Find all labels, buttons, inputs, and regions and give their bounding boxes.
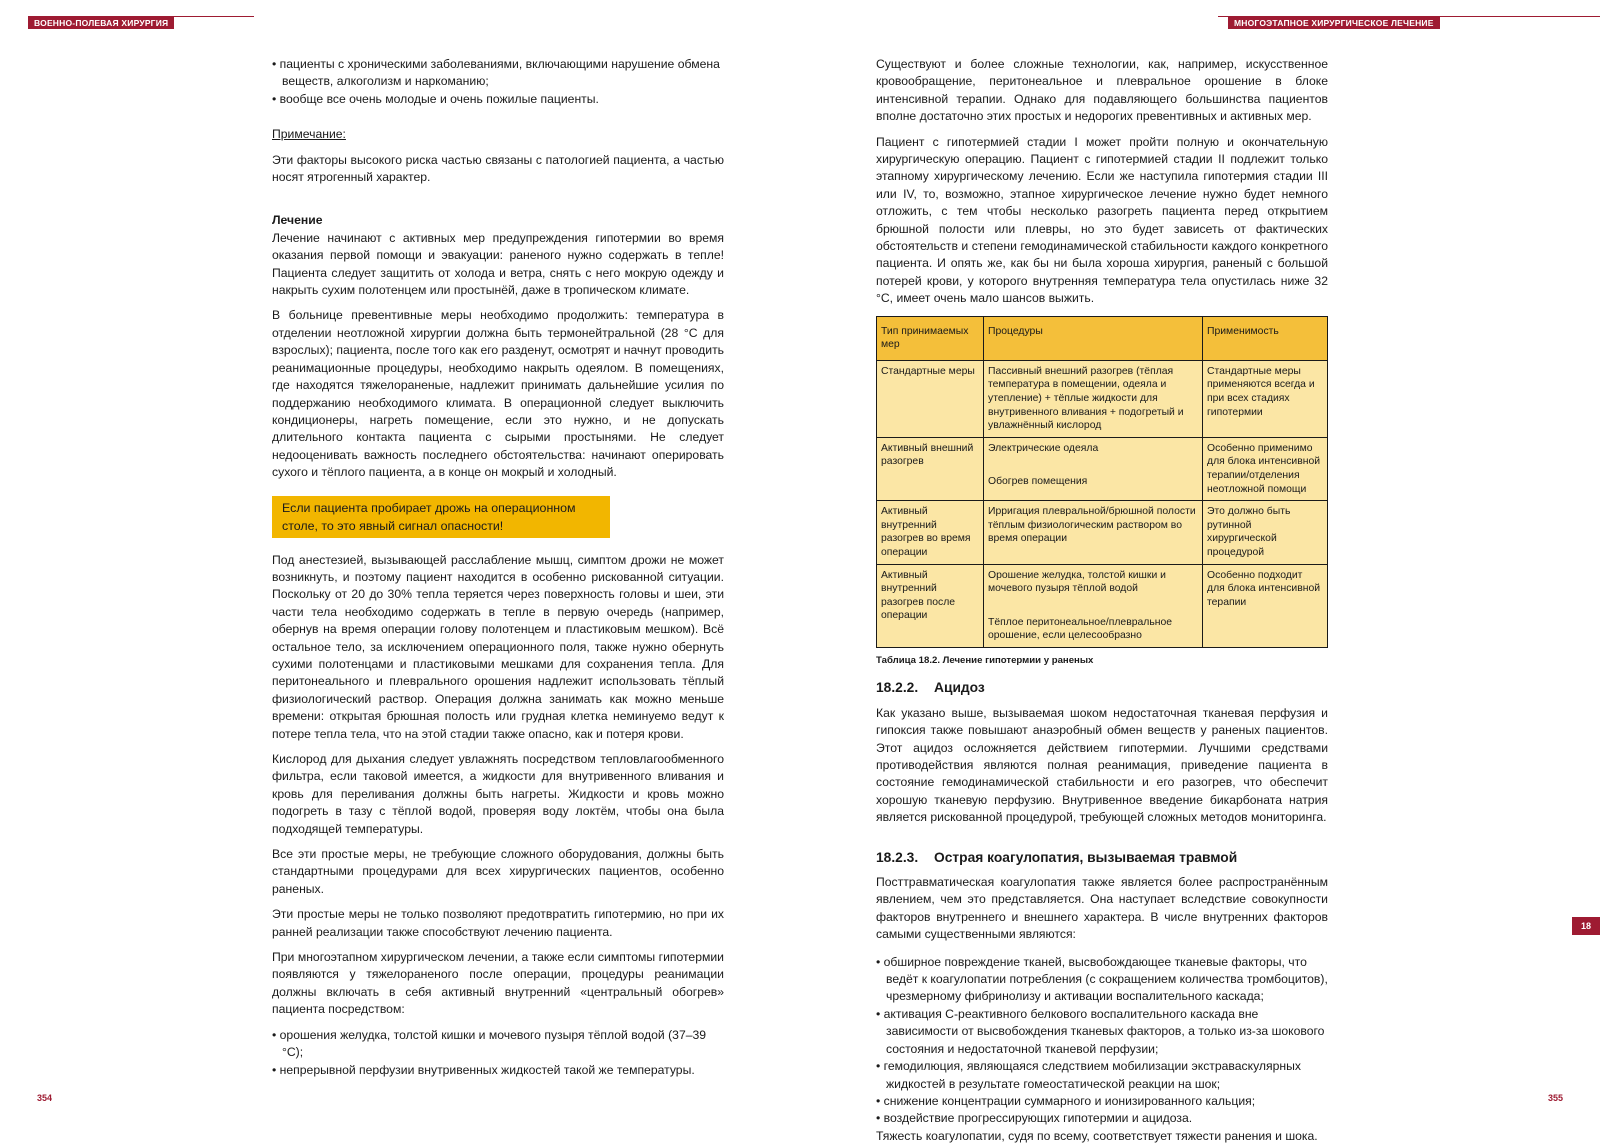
table-cell-line: Тёплое перитонеальное/плевральное орошение, если целесообразно (988, 616, 1173, 642)
chapter-tab: 18 (1572, 917, 1600, 935)
paragraph: Все эти простые меры, не требующие сложного оборудования, должны быть стандартными процедурами для всех хирургических пациентов, особенно раненых. (272, 847, 724, 896)
section-heading-coagulopathy (876, 849, 1328, 866)
table-cell-line: Электрические одеяла (988, 442, 1099, 454)
table-cell: Активный внутренний разогрев во время операции (877, 501, 984, 564)
section-title: Ацидоз (934, 680, 985, 696)
table-cell: Ирригация плевральной/брюшной полости тёплым физиологическим раствором во время операции (984, 501, 1203, 564)
table-header-cell: Тип принимаемых мер (877, 316, 984, 360)
table-cell: Особенно подходит для блока интенсивной терапии (1203, 564, 1328, 647)
warning-callout: Если пациента пробирает дрожь на операционном столе, то это явный сигнал опасности! (272, 496, 610, 538)
coagulopathy-factor-list (876, 954, 1328, 1128)
table-cell: Стандартные меры применяются всегда и при всех стадиях гипотермии (1203, 360, 1328, 437)
section-title: Острая коагулопатия, вызываемая травмой (934, 849, 1238, 865)
table-row (877, 564, 1328, 647)
list-item: • пациенты с хроническими заболеваниями, включающими нарушение обмена веществ, алкоголизм и наркоманию; (272, 57, 720, 89)
paragraph: Эти простые меры не только позволяют предотвратить гипотермию, но при их ранней реализации также способствуют лечению пациента. (272, 907, 724, 939)
list-item: • орошения желудка, толстой кишки и мочевого пузыря тёплой водой (37–39 °С); (272, 1027, 707, 1060)
table-cell-line: Обогрев помещения (988, 476, 1088, 488)
note-label: Примечание: (272, 127, 346, 142)
table-header-cell: Применимость (1203, 316, 1328, 360)
table-cell: Особенно применимо для блока интенсивной терапии/отделения неотложной помощи (1203, 437, 1328, 500)
table-cell: Пассивный внешний разогрев (тёплая температура в помещении, одеяла и утепление) + тёплые жидкости для внутривенного вливания + подогретый и увлажнённый кислород (984, 360, 1203, 437)
table-cell: Стандартные меры (877, 360, 984, 437)
list-item: • непрерывной перфузии внутривенных жидкостей такой же температуры. (272, 1062, 695, 1077)
paragraph: Пациент с гипотермией стадии I может пройти полную и окончательную хирургическую операцию. Пациент с гипотермией стадии II подлежит только этапному хирургическому лечению. Если же наступила гипотермия стадии III или IV, то, возможно, этапное хирургическое лечение нужно будет немного отложить, с тем чтобы несколько разогреть пациента перед открытием брюшной полости или плевры, но это будет зависеть от фактических обстоятельств и степени гемодинамической стабильности каждого конкретного пациента. И опять же, как бы ни была хороша хирургия, раненый с большой потерей крови, у которого внутренняя температура тела опустилась ниже 32 °С, имеет очень мало шансов выжить. (876, 134, 1328, 306)
table-cell-line: Орошение желудка, толстой кишки и мочевого пузыря тёплой водой (988, 569, 1166, 595)
list-item: • обширное повреждение тканей, высвобождающее тканевые факторы, что ведёт к коагулопатии потребления (с сокращением количества тромбоцитов), чрезмерному фибринолизу и активации воспалительного каскада; (876, 954, 1328, 1004)
table-header-cell: Процедуры (984, 316, 1203, 360)
paragraph: При многоэтапном хирургическом лечении, а также если симптомы гипотермии появляются у тяжелораненого после операции, процедуры реанимации должны включать в себя активный внутренний «центральный обогрев» пациента посредством: (272, 950, 724, 1017)
table-cell: Активный внешний разогрев (877, 437, 984, 500)
running-header-left (28, 16, 254, 29)
left-page-column (272, 56, 724, 1087)
table-cell (984, 564, 1203, 647)
hypothermia-table (876, 316, 1328, 648)
note-text: Эти факторы высокого риска частью связаны с патологией пациента, а частью носят ятрогенный характер. (272, 152, 724, 185)
running-header-right-label: МНОГОЭТАПНОЕ ХИРУРГИЧЕСКОЕ ЛЕЧЕНИЕ (1228, 17, 1440, 29)
paragraph: Существуют и более сложные технологии, как, например, искусственное кровообращение, перитонеальное и плевральное орошение в блоке интенсивной терапии. Однако для подавляющего большинства пациентов вполне достаточно этих простых и недорогих превентивных и активных мер. (876, 57, 1328, 124)
list-item: • активация С-реактивного белкового воспалительного каскада вне зависимости от высвобождения тканевых факторов, а только из-за шокового состояния и недостаточной тканевой перфузии; (876, 1006, 1325, 1056)
running-header-right (1218, 16, 1600, 29)
paragraph: Посттравматическая коагулопатия также является более распространённым явлением, чем это представляется. Она наступает вследствие совокупности факторов внутреннего и внешнего характера. В числе внутренних факторов самыми существенными являются: (876, 875, 1328, 942)
section-number: 18.2.3. (876, 849, 919, 865)
top-bullet-list (272, 56, 724, 108)
table-row (877, 437, 1328, 500)
running-header-left-label: ВОЕННО-ПОЛЕВАЯ ХИРУРГИЯ (28, 17, 174, 29)
paragraph: В больнице превентивные меры необходимо продолжить: температура в отделении неотложной хирургии должна быть термонейтральной (28 °С для взрослых); пациента, после того как его разденут, осмотрят и начнут проводить реанимационные процедуры, необходимо накрыть одеялом. В помещениях, где находятся тяжелораненые, надлежит принимать дальнейшие усилия по поддержанию необходимого климата. В операционной следует выключить кондиционеры, нагреть помещение, если это нужно, и не допускать длительного контакта пациента с сырыми простынями. Не следует недооценивать важность последнего обстоятельства: начинают оперировать сухого и тёплого пациента, а в конце он мокрый и холодный. (272, 308, 725, 480)
list-item: • вообще все очень молодые и очень пожилые пациенты. (272, 91, 599, 106)
list-item: • гемодилюция, являющаяся следствием мобилизации экстраваскулярных жидкостей в результате гомеостатической реакции на шок; (876, 1059, 1301, 1091)
bottom-bullet-list (272, 1027, 724, 1079)
paragraph: Лечение начинают с активных мер предупреждения гипотермии во время оказания первой помощи и эвакуации: раненого нужно содержать в тепле! Пациента следует защитить от холода и ветра, снять с него мокрую одежду и накрыть сухим полотенцем или простынёй, даже в тропическом климате. (272, 230, 724, 298)
list-item: • воздействие прогрессирующих гипотермии и ацидоза. (876, 1111, 1193, 1126)
paragraph: Кислород для дыхания следует увлажнять посредством тепловлагообменного фильтра, если таковой имеется, а жидкости для внутривенного вливания и кровь для переливания должны быть нагреты. Жидкости и кровь можно подогреть в тазу с тёплой водой, проверяя воду локтём, чтобы она была подходящей температуры. (272, 752, 724, 836)
right-page-column (876, 56, 1328, 1145)
treatment-heading: Лечение (272, 213, 323, 228)
table-row (877, 360, 1328, 437)
table-cell: Активный внутренний разогрев после операции (877, 564, 984, 647)
table-cell (984, 437, 1203, 500)
table-row (877, 501, 1328, 564)
table-cell: Это должно быть рутинной хирургической процедурой (1203, 501, 1328, 564)
paragraph: Как указано выше, вызываемая шоком недостаточная тканевая перфузия и гипоксия также повышают анаэробный обмен веществ у раненых пациентов. Этот ацидоз осложняется действием гипотермии. Лучшими средствами противодействия являются полная реанимация, приведение пациента в состояние гемодинамической стабильности и его разогрев, что обеспечит хорошую тканевую перфузию. Внутривенное введение бикарбоната натрия является рискованной процедурой, требующей сложных методов мониторинга. (876, 705, 1328, 825)
list-item: • снижение концентрации суммарного и ионизированного кальция; (876, 1093, 1256, 1108)
table-caption: Таблица 18.2. Лечение гипотермии у раненых (876, 654, 1094, 666)
table-header-row (877, 316, 1328, 360)
section-number: 18.2.2. (876, 680, 919, 696)
paragraph: Под анестезией, вызывающей расслабление мышц, симптом дрожи не может возникнуть, и поэтому пациент находится в особенно рискованной ситуации. Поскольку от 20 до 30% тепла теряется через поверхность головы и шеи, эти части тела необходимо содержать в тепле в первую очередь (например, обернув на время операции голову полотенцем и пластиковым мешком). Всё остальное тело, за исключением операционного поля, также нужно обернуть сухими полотенцами и пластиковыми мешками для сохранения тепла. Для перитонеального и плеврального орошения надлежит использовать тёплый физиологический раствор. Операция должна занимать как можно меньше времени: открытая брюшная полость или грудная клетка неминуемо ведут к потере тепла тела, что на этой стадии также опасно, как и потеря крови. (272, 552, 724, 741)
section-heading-acidosis (876, 679, 1328, 696)
page-number-left: 354 (37, 1093, 53, 1103)
page-number-right: 355 (1548, 1093, 1564, 1103)
closing-line: Тяжесть коагулопатии, судя по всему, соответствует тяжести ранения и шока. (876, 1128, 1318, 1143)
